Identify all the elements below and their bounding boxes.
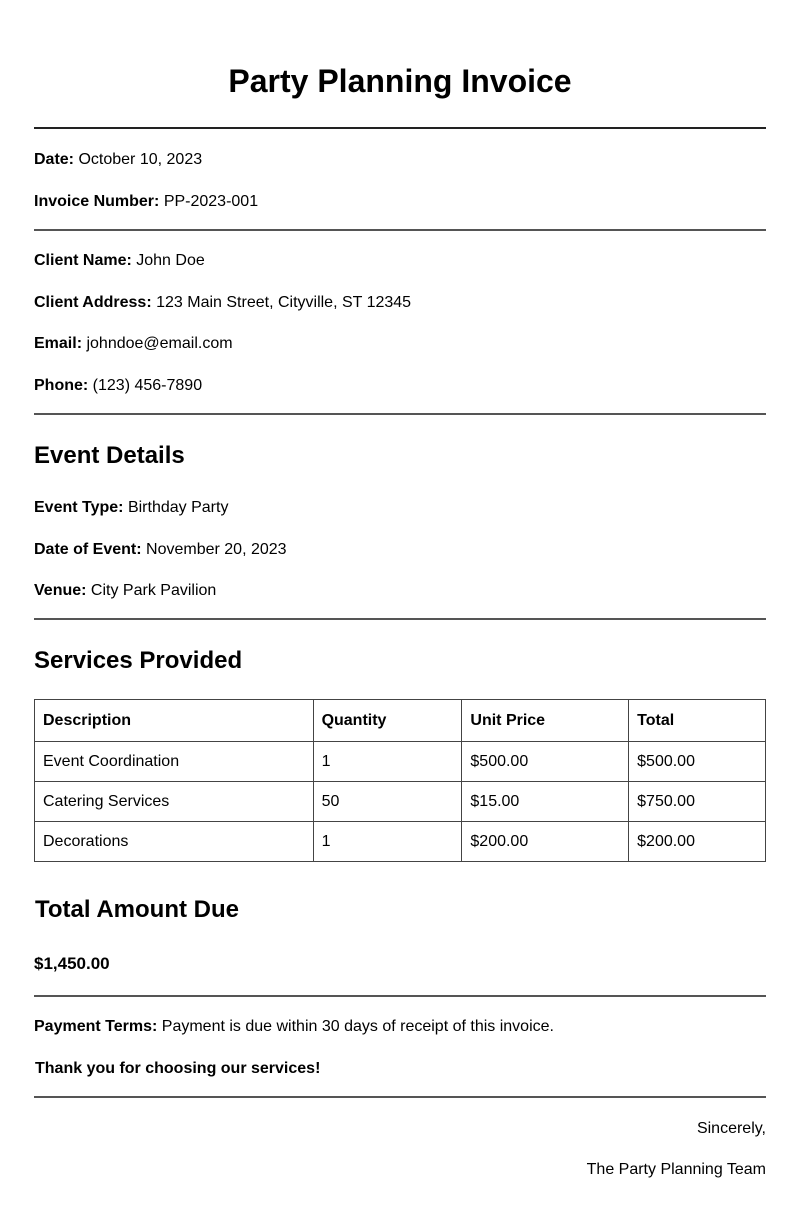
client-phone-value: (123) 456-7890: [92, 377, 203, 394]
cell-quantity: 50: [313, 782, 462, 822]
column-header-description: Description: [35, 700, 314, 742]
table-row: [35, 742, 766, 782]
client-address: [34, 293, 411, 313]
invoice-number-value: PP-2023-001: [163, 193, 259, 210]
table-row: [35, 822, 766, 862]
divider: [34, 413, 766, 415]
table-row: [35, 782, 766, 822]
signature: The Party Planning Team: [586, 1161, 766, 1178]
client-email-value: johndoe@email.com: [86, 335, 233, 352]
table-header-row: [35, 700, 766, 742]
client-name-label: Client Name:: [34, 252, 132, 269]
column-header-total: Total: [629, 700, 766, 742]
invoice-date-value: October 10, 2023: [78, 151, 203, 168]
cell-unit-price: $200.00: [462, 822, 629, 862]
services-heading: Services Provided: [34, 647, 243, 674]
client-address-value: 123 Main Street, Cityville, ST 12345: [156, 294, 412, 311]
event-date-value: November 20, 2023: [146, 541, 287, 558]
cell-quantity: 1: [313, 822, 462, 862]
cell-description: Decorations: [35, 822, 314, 862]
client-address-label: Client Address:: [34, 294, 152, 311]
closing: Sincerely,: [696, 1120, 766, 1137]
cell-total: $750.00: [629, 782, 766, 822]
payment-terms-value: Payment is due within 30 days of receipt of this invoice.: [161, 1018, 554, 1035]
services-table: [34, 699, 766, 862]
client-email: [34, 334, 233, 354]
event-date-label: Date of Event:: [34, 541, 142, 558]
invoice-date: [34, 150, 202, 170]
event-type-value: Birthday Party: [127, 499, 229, 516]
total-heading: Total Amount Due: [35, 896, 239, 923]
event-date: [34, 540, 287, 560]
event-venue-value: City Park Pavilion: [90, 582, 217, 599]
cell-unit-price: $500.00: [462, 742, 629, 782]
total-amount: $1,450.00: [34, 954, 110, 973]
invoice-number-label: Invoice Number:: [34, 193, 160, 210]
thank-you-note: Thank you for choosing our services!: [35, 1060, 321, 1077]
event-details-heading: Event Details: [34, 442, 185, 469]
event-venue: [34, 581, 216, 601]
cell-quantity: 1: [313, 742, 462, 782]
event-type: [34, 498, 228, 518]
divider: [34, 618, 766, 620]
event-venue-label: Venue:: [34, 582, 87, 599]
divider: [34, 995, 766, 997]
cell-total: $500.00: [629, 742, 766, 782]
column-header-quantity: Quantity: [313, 700, 462, 742]
invoice-number: [34, 192, 258, 212]
client-phone-label: Phone:: [34, 377, 89, 394]
client-email-label: Email:: [34, 335, 83, 352]
cell-total: $200.00: [629, 822, 766, 862]
client-phone: [34, 376, 202, 396]
divider: [34, 1096, 766, 1098]
invoice-date-label: Date:: [34, 151, 75, 168]
page-title: Party Planning Invoice: [228, 63, 572, 99]
client-name: [34, 251, 205, 271]
payment-terms: [34, 1017, 554, 1037]
client-name-value: John Doe: [136, 252, 205, 269]
cell-unit-price: $15.00: [462, 782, 629, 822]
cell-description: Catering Services: [35, 782, 314, 822]
payment-terms-label: Payment Terms:: [34, 1018, 158, 1035]
column-header-unit-price: Unit Price: [462, 700, 629, 742]
event-type-label: Event Type:: [34, 499, 124, 516]
divider: [34, 127, 766, 129]
cell-description: Event Coordination: [35, 742, 314, 782]
divider: [34, 229, 766, 231]
